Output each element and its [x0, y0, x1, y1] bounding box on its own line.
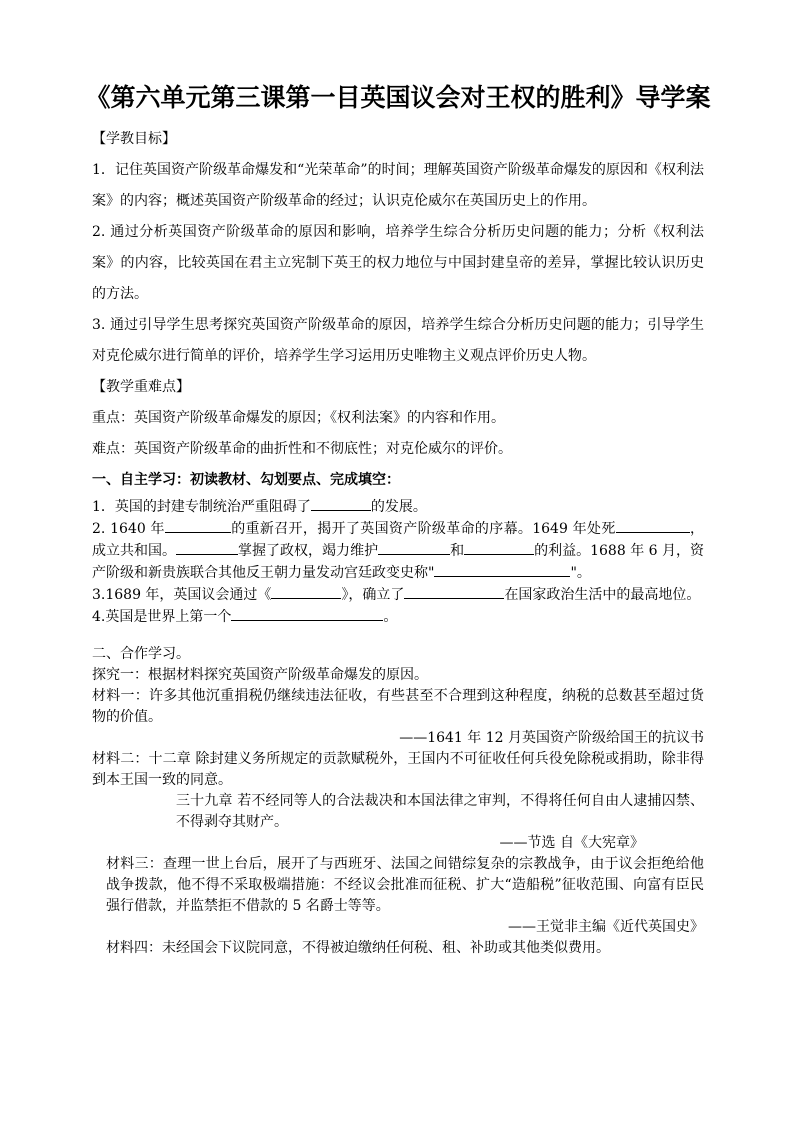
q2-text-b: 的重新召开，揭开了英国资产阶级革命的序幕。1649 年处死: [230, 521, 616, 537]
q1-text-b: 的发展。: [370, 499, 427, 515]
question-4: [92, 606, 704, 628]
coop-heading: 二、合作学习。: [92, 646, 190, 662]
answer-blank[interactable]: [616, 518, 690, 533]
question-1: [92, 496, 704, 518]
answer-blank[interactable]: [434, 562, 570, 577]
material-3: 材料三：查理一世上台后，展开了与西班牙、法国之间错综复杂的宗教战争，由于议会拒绝给他战争拨款，他不得不采取极端措施：不经议会批准而征税、扩大“造船税”征收范围、向富有臣民强行借款，并监禁拒不借款的 5 名爵士等等。: [106, 856, 704, 914]
q2-text-g: ": [428, 565, 435, 581]
q3-text-b: 》，确立了: [341, 587, 405, 603]
goal-item-3: 3. 通过引导学生思考探究英国资产阶级革命的原因，培养学生综合分析历史问题的能力；引导学生对克伦威尔进行简单的评价，培养学生学习运用历史唯物主义观点评价历史人物。: [92, 317, 704, 364]
q3-text-a: 3.1689 年，英国议会通过《: [92, 587, 272, 603]
answer-blank[interactable]: [231, 606, 383, 621]
material-2-part-a: 材料二：十二章 除封建义务所规定的贡款赋税外，王国内不可征收任何兵役免除税或捐助，除非得到本王国一致的同意。: [92, 751, 704, 788]
answer-blank[interactable]: [271, 584, 341, 599]
goal-item-1: 1．记住英国资产阶级革命爆发和“光荣革命”的时间；理解英国资产阶级革命爆发的原因和《权利法案》的内容；概述英国资产阶级革命的经过；认识克伦威尔在英国历史上的作用。: [92, 162, 704, 209]
q4-text-a: 4.英国是世界上第一个: [92, 609, 232, 625]
material-2-part-b: 三十九章 若不经同等人的合法裁决和本国法律之审判，不得将任何自由人逮捕囚禁、不得剥夺其财产。: [176, 793, 704, 830]
q1-text-a: 1．英国的封建专制统治严重阻碍了: [92, 499, 311, 515]
self-study-heading: 一、自主学习：初读教材、勾划要点、完成填空：: [92, 472, 400, 488]
material-4: 材料四：未经国会下议院同意，不得被迫缴纳任何税、租、补助或其他类似费用。: [106, 940, 610, 956]
keypoints-focus: 重点：英国资产阶级革命爆发的原因；《权利法案》的内容和作用。: [92, 410, 505, 426]
material-1: 材料一：许多其他沉重捐税仍继续违法征收，有些甚至不合理到这种程度，纳税的总数甚至超过货物的价值。: [92, 688, 704, 725]
answer-blank[interactable]: [176, 540, 238, 555]
answer-blank[interactable]: [378, 540, 450, 555]
document-page: [85, 78, 711, 959]
q2-text-a: 2. 1640 年: [92, 521, 165, 537]
inquiry-one: 探究一：根据材料探究英国资产阶级革命爆发的原因。: [92, 667, 428, 683]
keypoints-difficulty: 难点：英国资产阶级革命的曲折性和不彻底性；对克伦威尔的评价。: [92, 441, 512, 457]
q4-text-b: 。: [383, 609, 398, 625]
q2-text-e: 和: [450, 543, 465, 559]
page-title: 《第六单元第三课第一目英国议会对王权的胜利》导学案: [85, 83, 711, 112]
answer-blank[interactable]: [165, 518, 231, 533]
q2-text-d: 掌握了政权，竭力维护: [238, 543, 379, 559]
keypoints-heading: 【教学重难点】: [92, 379, 190, 395]
question-2: [92, 518, 704, 584]
goal-item-2: 2. 通过分析英国资产阶级革命的原因和影响，培养学生综合分析历史问题的能力；分析《权利法案》的内容，比较英国在君主立宪制下英王的权力地位与中国封建皇帝的差异，掌握比较认识历史的方法。: [92, 224, 704, 302]
material-1-source: ——1641 年 12 月英国资产阶级给国王的抗议书: [399, 730, 704, 746]
answer-blank[interactable]: [311, 496, 371, 511]
goals-heading: 【学教目标】: [92, 131, 176, 147]
material-2-source: ——节选 自《大宪章》: [499, 835, 644, 851]
answer-blank[interactable]: [464, 540, 534, 555]
question-3: [92, 584, 704, 606]
answer-blank[interactable]: [404, 584, 504, 599]
material-3-source: ——王觉非主编《近代英国史》: [508, 919, 704, 935]
q3-text-c: 在国家政治生活中的最高地位。: [504, 587, 701, 603]
q2-text-c: ，成立共和国。: [92, 521, 705, 559]
q2-text-h: "。: [570, 565, 591, 581]
q2-text-f: 的利益。1688 年 6 月，资产阶级和新贵族联合其他反王朝力量发动宫廷政变史称: [92, 543, 705, 581]
